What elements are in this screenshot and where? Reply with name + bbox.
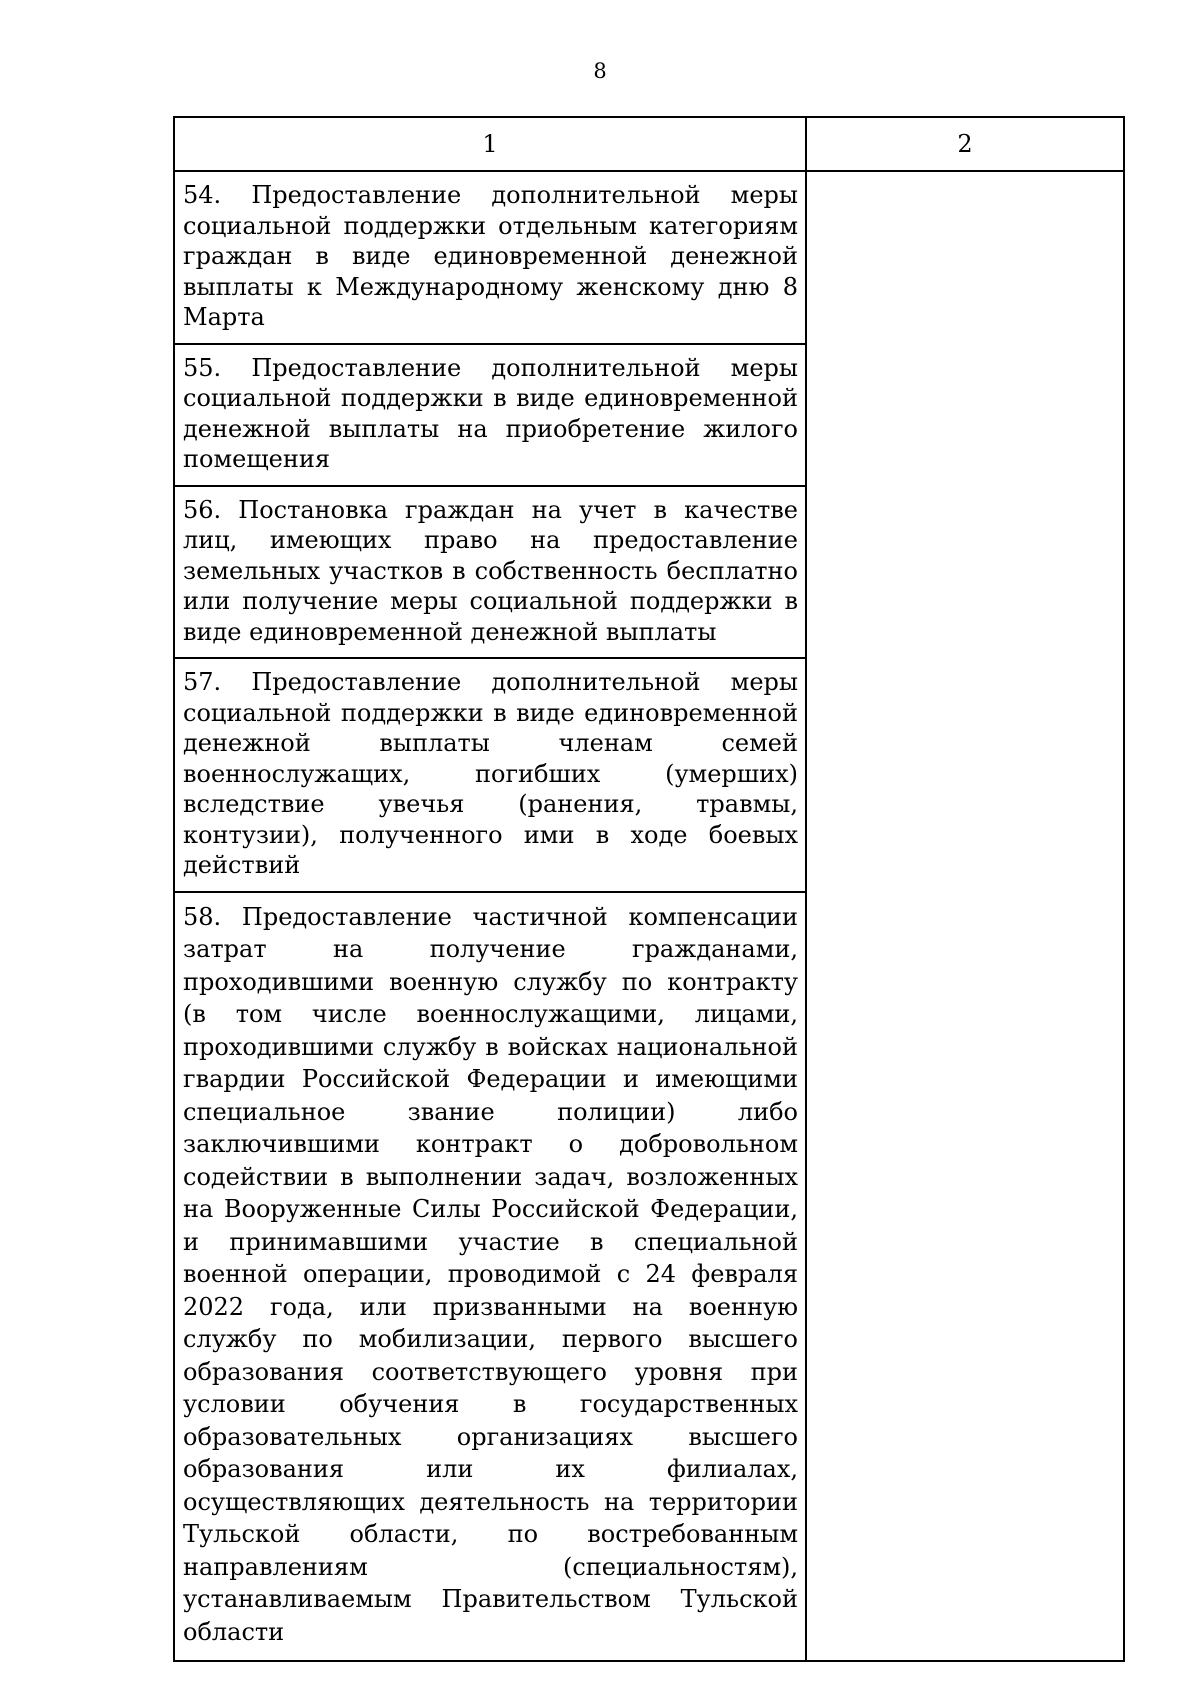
table-cell-empty <box>806 658 1124 892</box>
table-row <box>174 892 1124 1662</box>
service-item-54: 54. Предоставление дополнительной меры социальной поддержки отдельным категориям граждан в виде единовременной денежной выплаты к Международному женскому дню 8 Марта <box>183 181 798 331</box>
table-cell-empty <box>806 486 1124 659</box>
table-cell-empty <box>806 892 1124 1662</box>
service-item-58: 58. Предоставление частичной компенсации затрат на получение гражданами, проходившими военную службу по контракту (в том числе военнослужащими, лицами, проходившими службу в войсках национальной гвардии Российской Федерации и имеющими специальное звание полиции) либо заключившими контракт о добровольном содействии в выполнении задач, возложенных на Вооруженные Силы Российской Федерации, и принимавшими участие в специальной военной операции, проводимой с 24 февраля 2022 года, или призванными на военную службу по мобилизации, первого высшего образования соответствующего уровня при условии обучения в государственных образовательных организациях высшего образования или их филиалах, осуществляющих деятельность на территории Тульской области, по востребованным направлениям (специальностям), устанавливаемым Правительством Тульской области <box>183 902 798 1646</box>
table-row <box>174 486 1124 659</box>
table-row <box>174 344 1124 486</box>
table-row <box>174 171 1124 344</box>
table-cell-service <box>174 892 806 1662</box>
table-cell-service <box>174 344 806 486</box>
page-number: 8 <box>593 59 607 83</box>
service-item-57: 57. Предоставление дополнительной меры социальной поддержки в виде единовременной денежной выплаты членам семей военнослужащих, погибших (умерших) вследствие увечья (ранения, травмы, контузии), полученного ими в ходе боевых действий <box>183 668 798 879</box>
service-item-56: 56. Постановка граждан на учет в качестве лиц, имеющих право на предоставление земельных участков в собственность бесплатно или получение меры социальной поддержки в виде единовременной денежной выплаты <box>183 495 798 646</box>
table-cell-service <box>174 486 806 659</box>
table-header-row <box>174 117 1124 171</box>
table-row <box>174 658 1124 892</box>
column-header-2: 2 <box>806 117 1124 171</box>
service-item-55: 55. Предоставление дополнительной меры социальной поддержки в виде единовременной денежной выплаты на приобретение жилого помещения <box>183 353 798 473</box>
column-header-1: 1 <box>174 117 806 171</box>
table-cell-empty <box>806 344 1124 486</box>
services-table <box>173 116 1125 1662</box>
table-cell-empty <box>806 171 1124 344</box>
table-cell-service <box>174 658 806 892</box>
table-cell-service <box>174 171 806 344</box>
